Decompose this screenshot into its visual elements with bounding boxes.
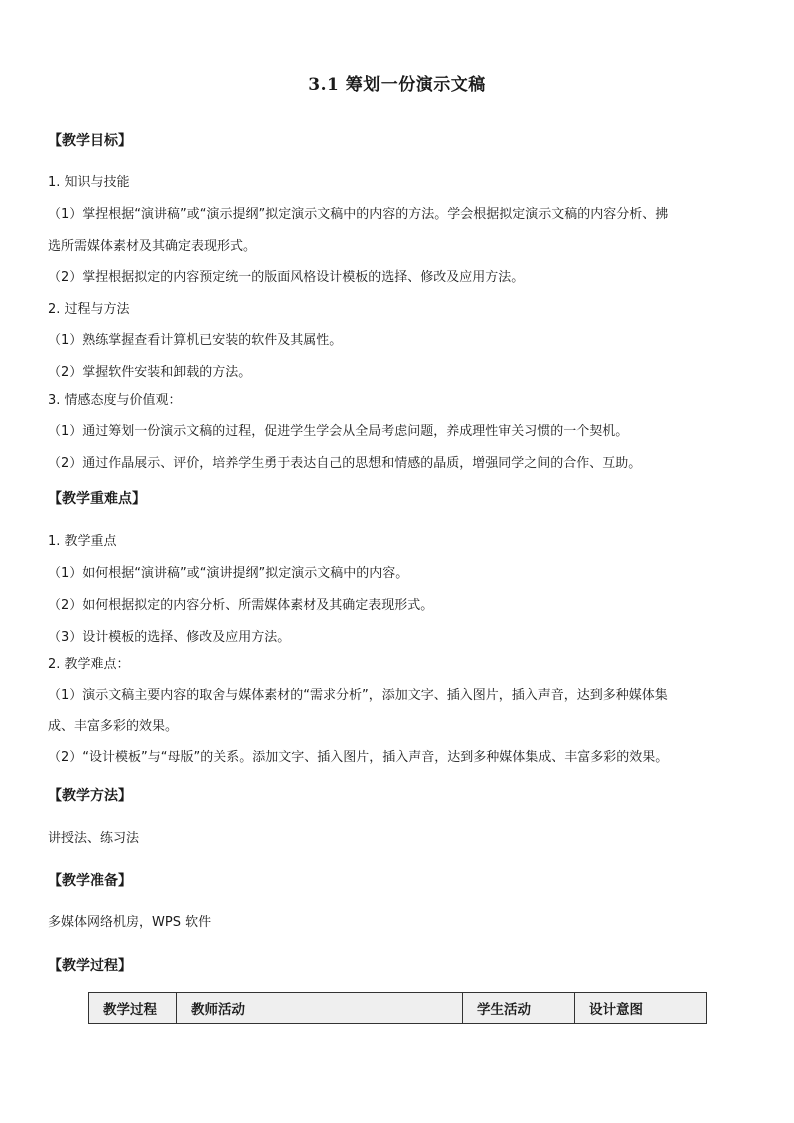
paragraph: 多媒体网络机房，WPS 软件: [48, 915, 212, 930]
paragraph: 讲授法、练习法: [48, 831, 140, 846]
list-item: （2）通过作晶展示、评价，培养学生勇于表达自己的思想和情感的晶质，增强同学之间的合作、互助。: [48, 456, 642, 471]
table-header-cell: 教师活动: [177, 993, 463, 1024]
list-item: （1）掌捏根据“演讲稿”或“演示提纲”拟定演示文稿中的内容的方法。学会根据拟定演示文稿的内容分析、拂: [48, 207, 669, 222]
document-title: 3.1 筹划一份演示文稿: [308, 75, 486, 95]
section-heading-key-points: 【教学重难点】: [48, 491, 146, 507]
list-item: （2）如何根据拟定的内容分析、所需媒体素材及其确定表现形式。: [48, 598, 434, 613]
section-heading-preparation: 【教学准备】: [48, 873, 132, 889]
list-item: （1）熟练掌握查看计算机已安装的软件及其属性。: [48, 333, 343, 348]
list-item: （2）掌握软件安装和卸载的方法。: [48, 365, 252, 380]
list-item: 1. 知识与技能: [48, 175, 130, 190]
table-header-cell: 设计意图: [575, 993, 707, 1024]
list-item: （2）“设计模板”与“母版”的关系。添加文字、插入图片，插入声音，达到多种媒体集成、丰富多彩的效果。: [48, 750, 669, 765]
list-item: （1）通过筹划一份演示文稿的过程，促进学生学会从全局考虑问题，养成理性审关习惯的一个契机。: [48, 424, 629, 439]
teaching-process-table: [88, 992, 707, 1024]
section-heading-methods: 【教学方法】: [48, 788, 132, 804]
list-item: 成、丰富多彩的效果。: [48, 719, 179, 734]
list-item: （3）设计模板的选择、修改及应用方法。: [48, 630, 291, 645]
table-header-cell: 教学过程: [89, 993, 177, 1024]
table-header-cell: 学生活动: [463, 993, 575, 1024]
list-item: 2. 过程与方法: [48, 302, 130, 317]
table-header-row: [89, 993, 707, 1024]
list-item: 1. 教学重点: [48, 534, 117, 549]
list-item: 选所需媒体素材及其确定表现形式。: [48, 239, 257, 254]
list-item: （1）演示文稿主要内容的取舍与媒体素材的“需求分析”，添加文字、插入图片，插入声音，达到多种媒体集: [48, 688, 668, 703]
list-item: （2）掌捏根据拟定的内容预定统一的版面风格设计模板的选择、修改及应用方法。: [48, 270, 525, 285]
section-heading-objectives: 【教学目标】: [48, 133, 132, 149]
list-item: 2. 教学难点：: [48, 657, 130, 672]
section-heading-process: 【教学过程】: [48, 958, 132, 974]
list-item: （1）如何根据“演讲稿”或“演讲提纲”拟定演示文稿中的内容。: [48, 566, 409, 581]
list-item: 3. 情感态度与价值观：: [48, 393, 182, 408]
